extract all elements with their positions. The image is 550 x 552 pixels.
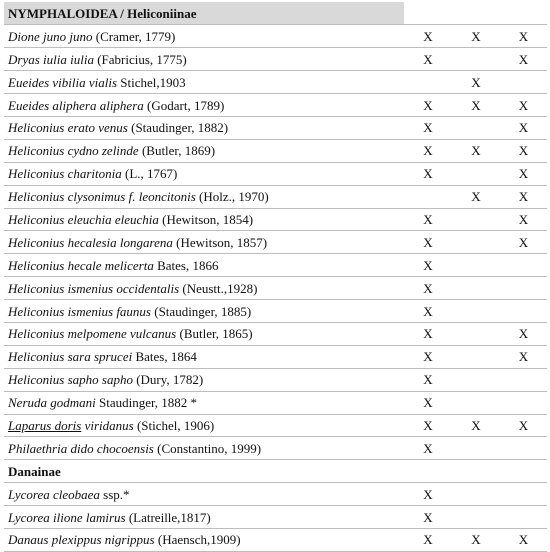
species-cell [4,185,404,208]
presence-mark-cell: X [452,185,500,208]
species-author: (Butler, 1869) [138,143,216,159]
species-cell [4,25,404,48]
presence-mark-cell [452,162,500,185]
species-author: (Holz., 1970) [195,189,269,205]
species-name: Heliconius sapho sapho [8,372,133,388]
presence-mark-cell: X [404,506,452,529]
table-row [4,322,547,345]
presence-mark-cell [452,483,500,506]
presence-mark-cell [452,322,500,345]
species-name: Heliconius erato venus [8,120,128,136]
species-cell [4,528,404,551]
presence-mark-cell [452,437,500,460]
presence-mark-cell: X [404,231,452,254]
presence-mark-cell: X [500,185,547,208]
table-row [4,391,547,414]
presence-mark-cell: X [500,25,547,48]
presence-mark-cell: X [500,345,547,368]
species-author: (L., 1767) [121,166,178,182]
species-cell [4,116,404,139]
species-cell [4,414,404,437]
presence-mark-cell [500,368,547,391]
species-author: ssp.* [99,486,130,502]
species-author: (Cramer, 1779) [92,28,176,44]
species-name: Heliconius hecalesia longarena [8,234,173,250]
presence-mark-cell [452,391,500,414]
species-cell [4,506,404,529]
presence-mark-cell: X [452,25,500,48]
species-name: Neruda godmani [8,395,96,411]
species-name: Danaus plexippus nigrippus [8,532,155,548]
presence-mark-cell: X [500,162,547,185]
presence-mark-cell [452,254,500,277]
presence-mark-cell: X [404,25,452,48]
species-cell [4,254,404,277]
species-name: Dryas iulia iulia [8,51,94,67]
species-author: (Godart, 1789) [143,97,225,113]
presence-mark-cell: X [404,345,452,368]
species-author: Stichel,1903 [117,74,186,90]
presence-mark-cell: X [500,322,547,345]
table-row [4,528,547,551]
group-header-row [4,460,547,483]
species-author: (Hewitson, 1854) [158,211,254,227]
presence-mark-cell [500,391,547,414]
presence-mark-cell: X [500,116,547,139]
table-header-empty-cell [404,2,452,25]
table-row [4,437,547,460]
presence-mark-cell: X [404,48,452,71]
group-empty-cell [500,460,547,483]
presence-mark-cell: X [404,254,452,277]
table-row [4,94,547,117]
species-author: (Staudinger, 1882) [127,120,229,136]
presence-mark-cell: X [404,300,452,323]
presence-mark-cell [500,437,547,460]
species-cell [4,71,404,94]
presence-mark-cell: X [404,94,452,117]
presence-mark-cell: X [404,162,452,185]
presence-mark-cell: X [500,139,547,162]
species-name: Laparus doris [8,417,82,433]
presence-mark-cell [452,277,500,300]
presence-mark-cell: X [404,116,452,139]
species-name: Philaethria dido chocoensis [8,440,154,456]
species-name: Heliconius clysonimus f. leoncitonis [8,189,196,205]
species-name: Lycorea ilione lamirus [8,509,126,525]
presence-mark-cell: X [500,231,547,254]
table-row [4,208,547,231]
presence-mark-cell: X [404,414,452,437]
species-name: Heliconius cydno zelinde [8,143,139,159]
table-row [4,414,547,437]
presence-mark-cell [452,506,500,529]
species-cell [4,300,404,323]
table-row [4,25,547,48]
presence-mark-cell [500,277,547,300]
table-row [4,345,547,368]
presence-mark-cell [452,231,500,254]
presence-mark-cell [452,48,500,71]
table-row [4,368,547,391]
species-author: Staudinger, 1882 * [95,395,198,411]
species-author: (Dury, 1782) [132,372,204,388]
species-cell [4,231,404,254]
species-author: (Latreille,1817) [125,509,211,525]
presence-mark-cell [500,300,547,323]
species-name: Heliconius sara sprucei [8,349,133,365]
table-row [4,300,547,323]
table-row [4,185,547,208]
presence-mark-cell: X [404,277,452,300]
species-author: (Hewitson, 1857) [172,234,268,250]
presence-mark-cell: X [404,322,452,345]
species-author: (Fabricius, 1775) [93,51,187,67]
species-author: (Stichel, 1906) [133,417,215,433]
presence-mark-cell: X [500,94,547,117]
table-header-row [4,2,547,25]
presence-mark-cell [452,208,500,231]
table-row [4,277,547,300]
species-name: Eueides aliphera aliphera [8,97,144,113]
species-table [4,2,547,552]
presence-mark-cell: X [404,368,452,391]
species-author: (Staudinger, 1885) [151,303,252,319]
table-row [4,48,547,71]
presence-mark-cell: X [452,528,500,551]
presence-mark-cell: X [452,71,500,94]
species-cell [4,437,404,460]
presence-mark-cell [404,185,452,208]
presence-mark-cell: X [404,139,452,162]
presence-mark-cell [452,116,500,139]
table-row [4,483,547,506]
species-author: (Haensch,1909) [154,532,241,548]
presence-mark-cell [452,300,500,323]
species-cell [4,483,404,506]
species-cell [4,391,404,414]
presence-mark-cell: X [404,208,452,231]
presence-mark-cell: X [500,48,547,71]
presence-mark-cell [500,254,547,277]
table-row [4,506,547,529]
presence-mark-cell: X [404,437,452,460]
species-name: Heliconius melpomene vulcanus [8,326,177,342]
species-cell [4,48,404,71]
presence-mark-cell: X [404,483,452,506]
species-name: Heliconius charitonia [8,166,122,182]
table-row [4,71,547,94]
presence-mark-cell: X [404,391,452,414]
species-name: Eueides vibilia vialis [8,74,118,90]
presence-mark-cell: X [404,528,452,551]
table-row [4,162,547,185]
species-cell [4,277,404,300]
presence-mark-cell: X [500,414,547,437]
table-row [4,254,547,277]
table-row [4,139,547,162]
species-cell [4,162,404,185]
species-name: Heliconius eleuchia eleuchia [8,211,159,227]
species-cell [4,139,404,162]
species-author: (Constantino, 1999) [153,440,262,456]
presence-mark-cell [452,368,500,391]
presence-mark-cell [500,506,547,529]
table-row [4,231,547,254]
species-author: (Butler, 1865) [176,326,253,342]
species-name: Heliconius ismenius occidentalis [8,280,180,296]
table-header-title: NYMPHALOIDEA / Heliconiinae [4,2,404,25]
group-title: Danainae [4,460,404,483]
presence-mark-cell: X [452,139,500,162]
species-cell [4,368,404,391]
species-author: Bates, 1864 [132,349,197,365]
species-cell [4,94,404,117]
species-name-rest: viridanus [81,417,134,433]
species-author: Bates, 1866 [153,257,219,273]
presence-mark-cell: X [500,528,547,551]
species-cell [4,345,404,368]
table-row [4,116,547,139]
group-empty-cell [452,460,500,483]
presence-mark-cell: X [452,414,500,437]
presence-mark-cell [452,345,500,368]
table-header-empty-cell [500,2,547,25]
group-empty-cell [404,460,452,483]
table-header-empty-cell [452,2,500,25]
presence-mark-cell: X [500,208,547,231]
species-author: (Neustt.,1928) [179,280,258,296]
species-name: Heliconius ismenius faunus [8,303,151,319]
presence-mark-cell: X [452,94,500,117]
presence-mark-cell [500,483,547,506]
species-cell [4,208,404,231]
species-cell [4,322,404,345]
species-name: Lycorea cleobaea [8,486,100,502]
species-name: Dione juno juno [8,28,93,44]
species-name: Heliconius hecale melicerta [8,257,154,273]
presence-mark-cell [500,71,547,94]
presence-mark-cell [404,71,452,94]
